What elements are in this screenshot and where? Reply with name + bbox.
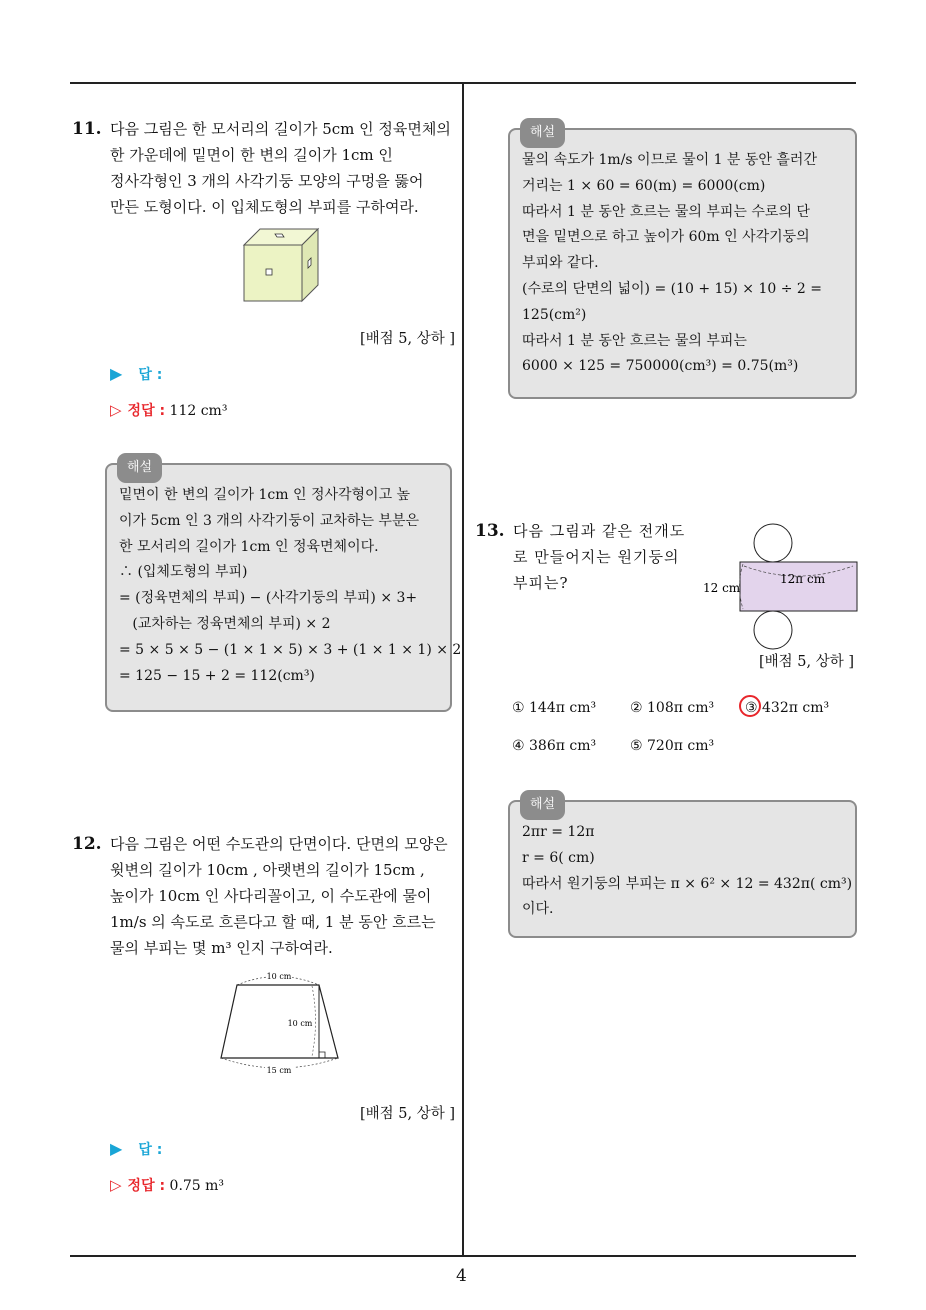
solution-line: 물의 속도가 1m/s 이므로 물이 1 분 동안 흘러간 — [522, 152, 817, 168]
solution-line: (교차하는 정육면체의 부피) × 2 — [119, 615, 331, 632]
outline-arrow-icon: ▷ — [110, 401, 122, 419]
solution-tag: 해설 — [117, 453, 162, 483]
question-number: 12. — [72, 834, 102, 854]
question-number: 13. — [475, 521, 505, 541]
answer-label: 답 : — [138, 367, 163, 383]
solution-line: = 125 − 15 + 2 = 112(cm³) — [119, 667, 315, 684]
solution-line: = (정육면체의 부피) − (사각기둥의 부피) × 3+ — [119, 590, 418, 607]
choice-list — [512, 700, 857, 770]
question-text: 다음 그림은 한 모서리의 길이가 5cm 인 정육면체의 한 가운데에 밑면이 한 변의 길이가 1cm 인 정사각형인 3 개의 사각기둥 모양의 구멍을 뚫어 만든 도형이다. 이 입체도형의 부피를 구하여라. — [110, 120, 451, 216]
choice-4[interactable]: ④ 386π cm³ — [512, 738, 597, 754]
difficulty-label: [배점 5, 상하 ] — [758, 654, 854, 670]
solution-line: 따라서 원기둥의 부피는 π × 6² × 12 = 432π( cm³) — [522, 875, 853, 892]
solution-tag: 해설 — [520, 118, 565, 148]
column-divider — [462, 82, 464, 1256]
correct-label: 정답 : — [127, 403, 166, 419]
solution-line: = 5 × 5 × 5 − (1 × 1 × 5) × 3 + (1 × 1 × 1) × 2 — [119, 641, 462, 658]
solution-line: 2πr = 12π — [522, 824, 595, 840]
solution-line: 한 모서리의 길이가 1cm 인 정육면체이다. — [119, 538, 379, 555]
solution-line: 125(cm²) — [522, 306, 587, 323]
cylinder-net-figure — [700, 520, 860, 652]
correct-answer — [110, 1175, 224, 1195]
correct-answer — [110, 400, 227, 420]
height-label: 10 cm — [287, 1019, 313, 1028]
solution-line: r = 6( cm) — [522, 849, 595, 866]
question-text: 다음 그림은 어떤 수도관의 단면이다. 단면의 모양은 윗변의 길이가 10cm , 아랫변의 길이가 15cm , 높이가 10cm 인 사다리꼴이고, 이 수도관에 물이 1m/s 의 속도로 흐른다고 할 때, 1 분 동안 흐르는 물의 부피는 몇 m³ 인지 구하여라. — [110, 835, 448, 957]
solution-line: 따라서 1 분 동안 흐르는 물의 부피는 수로의 단 — [522, 203, 810, 220]
question-text: 다음 그림과 같은 전개도 로 만들어지는 원기둥의 부피는? — [513, 522, 686, 592]
trapezoid-figure — [215, 968, 345, 1078]
solution-line: 거리는 1 × 60 = 60(m) = 6000(cm) — [522, 177, 766, 194]
difficulty-label: [배점 5, 상하 ] — [359, 331, 455, 347]
solution-line: 이다. — [522, 901, 554, 918]
choice-1[interactable]: ① 144π cm³ — [512, 700, 597, 716]
solution-line: (수로의 단면의 넓이) = (10 + 15) × 10 ÷ 2 = — [522, 280, 822, 297]
bottom-length-label: 15 cm — [266, 1066, 292, 1075]
correct-value: 0.75 m³ — [169, 1178, 225, 1194]
solution-line: 면을 밑면으로 하고 높이가 60m 인 사각기둥의 — [522, 229, 810, 246]
question-number: 11. — [72, 119, 102, 139]
outline-arrow-icon: ▷ — [110, 1176, 122, 1194]
question-13 — [475, 518, 705, 596]
correct-label: 정답 : — [127, 1178, 166, 1194]
choice-5[interactable]: ⑤ 720π cm³ — [630, 738, 715, 754]
top-length-label: 10 cm — [266, 972, 292, 981]
play-arrow-icon: ▶ — [110, 364, 123, 383]
solution-box — [508, 797, 857, 938]
solution-box — [105, 460, 462, 712]
solution-line: 따라서 1 분 동안 흐르는 물의 부피는 — [522, 332, 747, 349]
solution-tag: 해설 — [520, 790, 565, 820]
solution-line: 6000 × 125 = 750000(cm³) = 0.75(m³) — [522, 358, 799, 375]
solution-line: ∴ (입체도형의 부피) — [119, 564, 248, 581]
difficulty-label: [배점 5, 상하 ] — [359, 1106, 455, 1122]
side-length-label: 12 cm — [703, 581, 741, 595]
solution-line: 밑면이 한 변의 길이가 1cm 인 정사각형이고 높 — [119, 487, 411, 503]
answer-label: 답 : — [138, 1142, 163, 1158]
top-length-label: 12π cm — [780, 572, 826, 586]
cube-figure — [240, 225, 322, 303]
correct-value: 112 cm³ — [169, 403, 228, 419]
question-11 — [72, 116, 457, 220]
solution-line: 이가 5cm 인 3 개의 사각기둥이 교차하는 부분은 — [119, 512, 419, 529]
solution-box — [508, 125, 857, 399]
choice-3[interactable]: ③ 432π cm³ — [745, 700, 830, 716]
play-arrow-icon: ▶ — [110, 1139, 123, 1158]
answer-prompt — [110, 1139, 162, 1159]
page-number: 4 — [456, 1266, 467, 1286]
solution-line: 부피와 같다. — [522, 255, 599, 272]
bottom-rule — [70, 1255, 856, 1257]
answer-prompt — [110, 364, 162, 384]
choice-2[interactable]: ② 108π cm³ — [630, 700, 715, 716]
selected-choice-circle — [739, 695, 761, 717]
question-12 — [72, 831, 457, 961]
